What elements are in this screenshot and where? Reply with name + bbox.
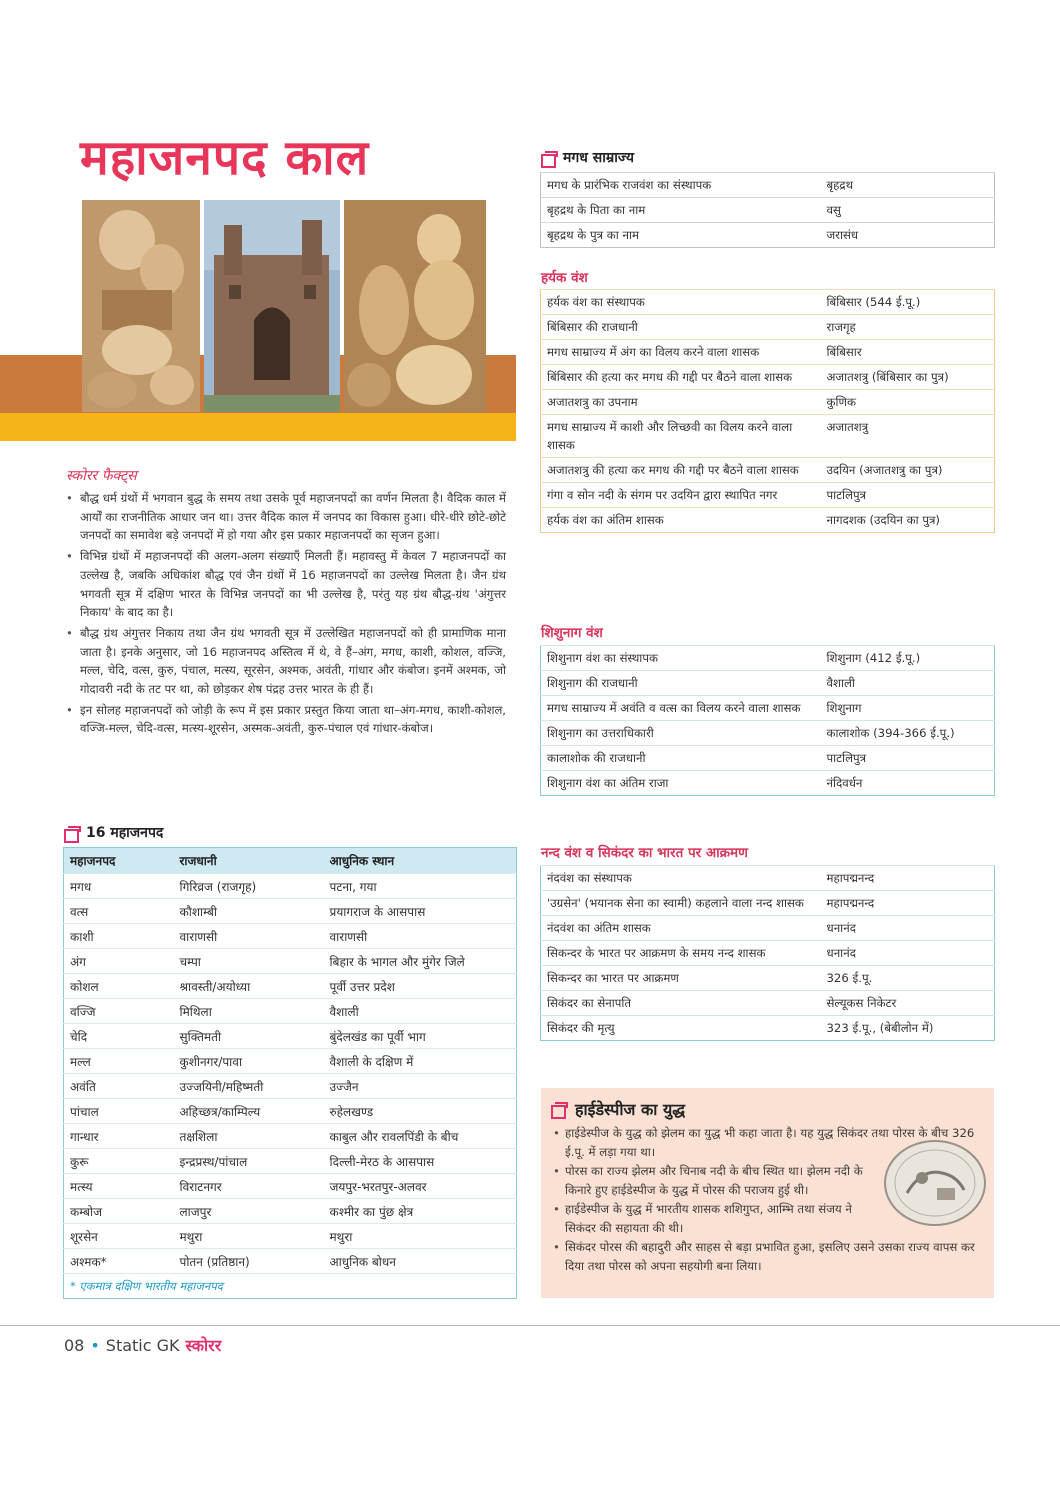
- haryak-table: [540, 289, 995, 533]
- page-number: 08: [64, 1335, 85, 1355]
- scorer-facts: [66, 466, 506, 740]
- footer: [64, 1334, 221, 1356]
- table-cell: जरासंध: [821, 223, 995, 248]
- table-row: [64, 899, 517, 924]
- table-row: [64, 1224, 517, 1249]
- table-cell: कुणिक: [821, 390, 995, 415]
- haryak-heading: हर्यक वंश: [541, 270, 588, 286]
- table-cell: वज्जि: [64, 999, 174, 1024]
- magadh-heading: मगध साम्राज्य: [541, 148, 634, 167]
- table-cell: सिकंदर की मृत्यु: [541, 1016, 821, 1041]
- table-row: [541, 508, 995, 533]
- table-cell: वसु: [821, 198, 995, 223]
- table-row: [541, 315, 995, 340]
- table-cell: इन्द्रप्रस्थ/पांचाल: [174, 1149, 324, 1174]
- table-cell: पटना, गया: [324, 874, 517, 899]
- table-cell: बिंबिसार की राजधानी: [541, 315, 821, 340]
- table-row: [541, 483, 995, 508]
- table-cell: नागदशक (उदयिन का पुत्र): [821, 508, 995, 533]
- table-cell: मथुरा: [324, 1224, 517, 1249]
- table-row: [541, 891, 995, 916]
- table-row: [541, 390, 995, 415]
- table-row: [64, 974, 517, 999]
- table-cell: सेल्यूकस निकेटर: [821, 991, 995, 1016]
- table-row: [541, 223, 995, 248]
- table-row: [64, 1099, 517, 1124]
- table-cell: बिंबिसार: [821, 340, 995, 365]
- fact-item: • बौद्ध धर्म ग्रंथों में भगवान बुद्ध के समय तथा उसके पूर्व महाजनपदों का वर्णन मिलता है। वैदिक काल में आर्यों का राजनीतिक आधार जन था। उत्तर वैदिक काल में जनपद का विकास हुआ। धीरे-धीरे छोटे-छोटे जनपदों का समावेश बड़े जनपदों में हो गया और इस प्रकार महाजनपदों का सृजन हुआ।: [66, 489, 506, 545]
- column-header: आधुनिक स्थान: [324, 848, 517, 874]
- table-cell: अजातशत्रु: [821, 415, 995, 458]
- table-cell: 'उग्रसेन' (भयानक सेना का स्वामी) कहलाने वाला नन्द शासक: [541, 891, 821, 916]
- table-cell: मगध के प्रारंभिक राजवंश का संस्थापक: [541, 173, 821, 198]
- table-cell: अश्मक*: [64, 1249, 174, 1274]
- table-row: [541, 646, 995, 671]
- table-cell: प्रयागराज के आसपास: [324, 899, 517, 924]
- table-cell: शिशुनाग की राजधानी: [541, 671, 821, 696]
- fact-item: • इन सोलह महाजनपदों को जोड़ी के रूप में इस प्रकार प्रस्तुत किया जाता था–अंग-मगध, काशी-कोशल, वज्जि-मल्ल, चेदि-वत्स, मत्स्य-शूरसेन, अस्मक-अवंती, कुरु-पंचाल एवं गांधार-कंबोज।: [66, 701, 506, 738]
- table-row: [64, 1174, 517, 1199]
- table-row: [541, 1016, 995, 1041]
- mahajanapada-rows: [64, 874, 517, 1274]
- column-header: राजधानी: [174, 848, 324, 874]
- table-cell: कम्बोज: [64, 1199, 174, 1224]
- banner-band-yellow: [0, 413, 516, 441]
- brand-name: स्कोरर: [185, 1336, 222, 1355]
- table-cell: शिशुनाग का उत्तराधिकारी: [541, 721, 821, 746]
- table-cell: अहिच्छत्र/काम्पिल्य: [174, 1099, 324, 1124]
- table-cell: गिरिव्रज (राजगृह): [174, 874, 324, 899]
- hydaspes-item: • सिकंदर पोरस की बहादुरी और साहस से बड़ा प्रभावित हुआ, इसलिए उसने उसका राज्य वापस कर दिया तथा पोरस को अपना सहयोगी बना लिया।: [551, 1238, 982, 1276]
- table-row: [541, 771, 995, 796]
- table-row: [64, 1074, 517, 1099]
- table-cell: 323 ई.पू., (बेबीलोन में): [821, 1016, 995, 1041]
- table-cell: अंग: [64, 949, 174, 974]
- table-cell: वाराणसी: [324, 924, 517, 949]
- table-header-row: [64, 848, 517, 874]
- table-cell: हर्यक वंश का संस्थापक: [541, 290, 821, 315]
- table-row: [64, 924, 517, 949]
- table-row: [541, 198, 995, 223]
- table-cell: तक्षशिला: [174, 1124, 324, 1149]
- table-cell: वैशाली के दक्षिण में: [324, 1049, 517, 1074]
- nand-table: [540, 865, 995, 1041]
- scorer-facts-heading: स्कोरर फैक्ट्स: [66, 468, 137, 484]
- section-icon: [64, 826, 80, 840]
- coin-image: [882, 1138, 988, 1232]
- table-cell: बृहद्रथ के पिता का नाम: [541, 198, 821, 223]
- table-cell: रुहेलखण्ड: [324, 1099, 517, 1124]
- table-row: [541, 696, 995, 721]
- table-cell: काबुल और रावलपिंडी के बीच: [324, 1124, 517, 1149]
- table-cell: मगध साम्राज्य में अवंति व वत्स का विलय करने वाला शासक: [541, 696, 821, 721]
- table-cell: सुक्तिमती: [174, 1024, 324, 1049]
- hydaspes-item: • हाईडेस्पीज के युद्ध में भारतीय शासक शशिगुप्त, आम्भि तथा संजय ने सिकंदर की सहायता की थी।: [551, 1200, 982, 1238]
- table-cell: मथुरा: [174, 1224, 324, 1249]
- table-cell: कुरू: [64, 1149, 174, 1174]
- table-row: [541, 721, 995, 746]
- table-cell: उदयिन (अजातशत्रु का पुत्र): [821, 458, 995, 483]
- mahajanapada-heading: 16 महाजनपद: [64, 823, 163, 842]
- table-cell: लाजपुर: [174, 1199, 324, 1224]
- table-cell: शिशुनाग (412 ई.पू.): [821, 646, 995, 671]
- table-cell: मगध: [64, 874, 174, 899]
- table-row: [64, 1024, 517, 1049]
- table-cell: मत्स्य: [64, 1174, 174, 1199]
- table-cell: पूर्वी उत्तर प्रदेश: [324, 974, 517, 999]
- table-cell: वैशाली: [324, 999, 517, 1024]
- hydaspes-box: [541, 1088, 994, 1298]
- table-cell: विराटनगर: [174, 1174, 324, 1199]
- table-cell: मगध साम्राज्य में काशी और लिच्छवी का विलय करने वाला शासक: [541, 415, 821, 458]
- magadh-table: [540, 172, 995, 248]
- table-cell: बिहार के भागल और मुंगेर जिले: [324, 949, 517, 974]
- table-row: [541, 866, 995, 891]
- table-cell: पाटलिपुत्र: [821, 746, 995, 771]
- table-cell: 326 ई.पू.: [821, 966, 995, 991]
- table-row: [541, 173, 995, 198]
- table-note: * एकमात्र दक्षिण भारतीय महाजनपद: [64, 1274, 517, 1299]
- table-cell: कश्मीर का पुंछ क्षेत्र: [324, 1199, 517, 1224]
- section-icon: [541, 151, 557, 165]
- table-row: [541, 966, 995, 991]
- column-header: महाजनपद: [64, 848, 174, 874]
- table-cell: बुंदेलखंड का पूर्वी भाग: [324, 1024, 517, 1049]
- table-row: [64, 949, 517, 974]
- table-row: [541, 458, 995, 483]
- table-cell: बिंबिसार की हत्या कर मगध की गद्दी पर बैठने वाला शासक: [541, 365, 821, 390]
- section-icon: [551, 1102, 567, 1116]
- page-title: महाजनपद काल: [80, 130, 370, 186]
- table-cell: चेदि: [64, 1024, 174, 1049]
- table-cell: धनानंद: [821, 941, 995, 966]
- hydaspes-heading: हाईडेस्पीज का युद्ध: [551, 1098, 982, 1120]
- table-cell: राजगृह: [821, 315, 995, 340]
- table-cell: उज्जैन: [324, 1074, 517, 1099]
- table-cell: जयपुर-भरतपुर-अलवर: [324, 1174, 517, 1199]
- shishunag-table: [540, 645, 995, 796]
- table-row: [64, 874, 517, 899]
- table-cell: कालाशोक की राजधानी: [541, 746, 821, 771]
- bullet-icon: •: [90, 1335, 100, 1355]
- table-cell: कुशीनगर/पावा: [174, 1049, 324, 1074]
- table-cell: शिशुनाग वंश का अंतिम राजा: [541, 771, 821, 796]
- table-cell: काशी: [64, 924, 174, 949]
- table-row: [541, 941, 995, 966]
- table-cell: कोशल: [64, 974, 174, 999]
- table-cell: उज्जयिनी/महिष्मती: [174, 1074, 324, 1099]
- table-cell: मिथिला: [174, 999, 324, 1024]
- table-row: [64, 1124, 517, 1149]
- table-cell: दिल्ली-मेरठ के आसपास: [324, 1149, 517, 1174]
- table-row: [541, 991, 995, 1016]
- hydaspes-item: • हाईडेस्पीज के युद्ध को झेलम का युद्ध भी कहा जाता है। यह युद्ध सिकंदर तथा पोरस के बीच 326 ई.पू. में लड़ा गया था।: [551, 1124, 982, 1162]
- table-cell: शूरसेन: [64, 1224, 174, 1249]
- table-cell: नंदवंश का अंतिम शासक: [541, 916, 821, 941]
- table-cell: चम्पा: [174, 949, 324, 974]
- scorer-facts-list: [66, 489, 506, 738]
- table-cell: वैशाली: [821, 671, 995, 696]
- table-cell: आधुनिक बोधन: [324, 1249, 517, 1274]
- table-cell: पोतन (प्रतिष्ठान): [174, 1249, 324, 1274]
- table-cell: सिकन्दर का भारत पर आक्रमण: [541, 966, 821, 991]
- table-cell: वाराणसी: [174, 924, 324, 949]
- table-cell: कालाशोक (394-366 ई.पू.): [821, 721, 995, 746]
- table-cell: मगध साम्राज्य में अंग का विलय करने वाला शासक: [541, 340, 821, 365]
- table-row: [541, 746, 995, 771]
- table-cell: गान्धार: [64, 1124, 174, 1149]
- fact-item: • बौद्ध ग्रंथ अंगुत्तर निकाय तथा जैन ग्रंथ भगवती सूत्र में उल्लेखित महाजनपदों को ही प्रामाणिक माना जाता है। इनके अनुसार, जो 16 महाजनपद अस्तित्व में थे, वे हैं–अंग, मगध, काशी, कोशल, वज्जि, मल्ल, चेदि, वत्स, कुरु, पंचाल, मत्स्य, सूरसेन, अश्मक, अवंती, गांधार और कंबोज। इनमें अश्मक, जो गोदावरी नदी के तट पर था, को छोड़कर शेष पंद्रह उत्तर भारत के ही हैं।: [66, 624, 506, 699]
- table-row: [64, 999, 517, 1024]
- hydaspes-item: • पोरस का राज्य झेलम और चिनाब नदी के बीच स्थित था। झेलम नदी के किनारे हुए हाईडेस्पीज के युद्ध में पोरस की पराजय हुई थी।: [551, 1162, 982, 1200]
- table-cell: नंदिवर्धन: [821, 771, 995, 796]
- table-cell: मल्ल: [64, 1049, 174, 1074]
- table-cell: शिशुनाग: [821, 696, 995, 721]
- table-cell: गंगा व सोन नदी के संगम पर उदयिन द्वारा स्थापित नगर: [541, 483, 821, 508]
- table-cell: बृहद्रथ: [821, 173, 995, 198]
- table-cell: अजातशत्रु का उपनाम: [541, 390, 821, 415]
- table-cell: श्रावस्ती/अयोध्या: [174, 974, 324, 999]
- fact-item: • विभिन्न ग्रंथों में महाजनपदों की अलग-अलग संख्याएँ मिलती हैं। महावस्तु में केवल 7 महाजनपदों का उल्लेख है, जबकि अधिकांश बौद्ध एवं जैन ग्रंथों में 16 महाजनपदों का उल्लेख मिलता है। जैन ग्रंथ भगवती सूत्र में दक्षिण भारत के विभिन्न जनपदों का भी उल्लेख है, परंतु यह ग्रंथ बौद्ध-ग्रंथ 'अंगुत्तर निकाय' के बाद का है।: [66, 547, 506, 622]
- table-cell: कौशाम्बी: [174, 899, 324, 924]
- table-cell: महापद्मनन्द: [821, 866, 995, 891]
- table-cell: नंदवंश का संस्थापक: [541, 866, 821, 891]
- table-row: [64, 1149, 517, 1174]
- table-row: [541, 290, 995, 315]
- table-cell: हर्यक वंश का अंतिम शासक: [541, 508, 821, 533]
- table-cell: अजातशत्रु (बिंबिसार का पुत्र): [821, 365, 995, 390]
- table-row: [64, 1249, 517, 1274]
- table-row: [541, 340, 995, 365]
- table-cell: अवंति: [64, 1074, 174, 1099]
- table-row: [541, 916, 995, 941]
- table-cell: पाटलिपुत्र: [821, 483, 995, 508]
- table-row: [541, 415, 995, 458]
- table-cell: शिशुनाग वंश का संस्थापक: [541, 646, 821, 671]
- table-cell: बृहद्रथ के पुत्र का नाम: [541, 223, 821, 248]
- table-row: [64, 1199, 517, 1224]
- mahajanapada-table: [63, 847, 517, 1299]
- table-cell: महापद्मनन्द: [821, 891, 995, 916]
- table-row: [541, 365, 995, 390]
- table-cell: अजातशत्रु की हत्या कर मगध की गद्दी पर बैठने वाला शासक: [541, 458, 821, 483]
- table-cell: पांचाल: [64, 1099, 174, 1124]
- table-cell: वत्स: [64, 899, 174, 924]
- book-title: Static GK: [105, 1335, 180, 1355]
- shishunag-heading: शिशुनाग वंश: [541, 625, 603, 641]
- table-cell: धनानंद: [821, 916, 995, 941]
- table-cell: सिकन्दर के भारत पर आक्रमण के समय नन्द शासक: [541, 941, 821, 966]
- table-cell: सिकंदर का सेनापति: [541, 991, 821, 1016]
- fort-photo: [204, 200, 340, 412]
- footer-rule: [0, 1325, 1060, 1326]
- sculpture-photo-1: [82, 200, 200, 412]
- table-row: [64, 1049, 517, 1074]
- sculpture-photo-2: [344, 200, 486, 412]
- nand-heading: नन्द वंश व सिकंदर का भारत पर आक्रमण: [541, 845, 748, 861]
- table-note-row: [64, 1274, 517, 1299]
- table-cell: बिंबिसार (544 ई.पू.): [821, 290, 995, 315]
- table-row: [541, 671, 995, 696]
